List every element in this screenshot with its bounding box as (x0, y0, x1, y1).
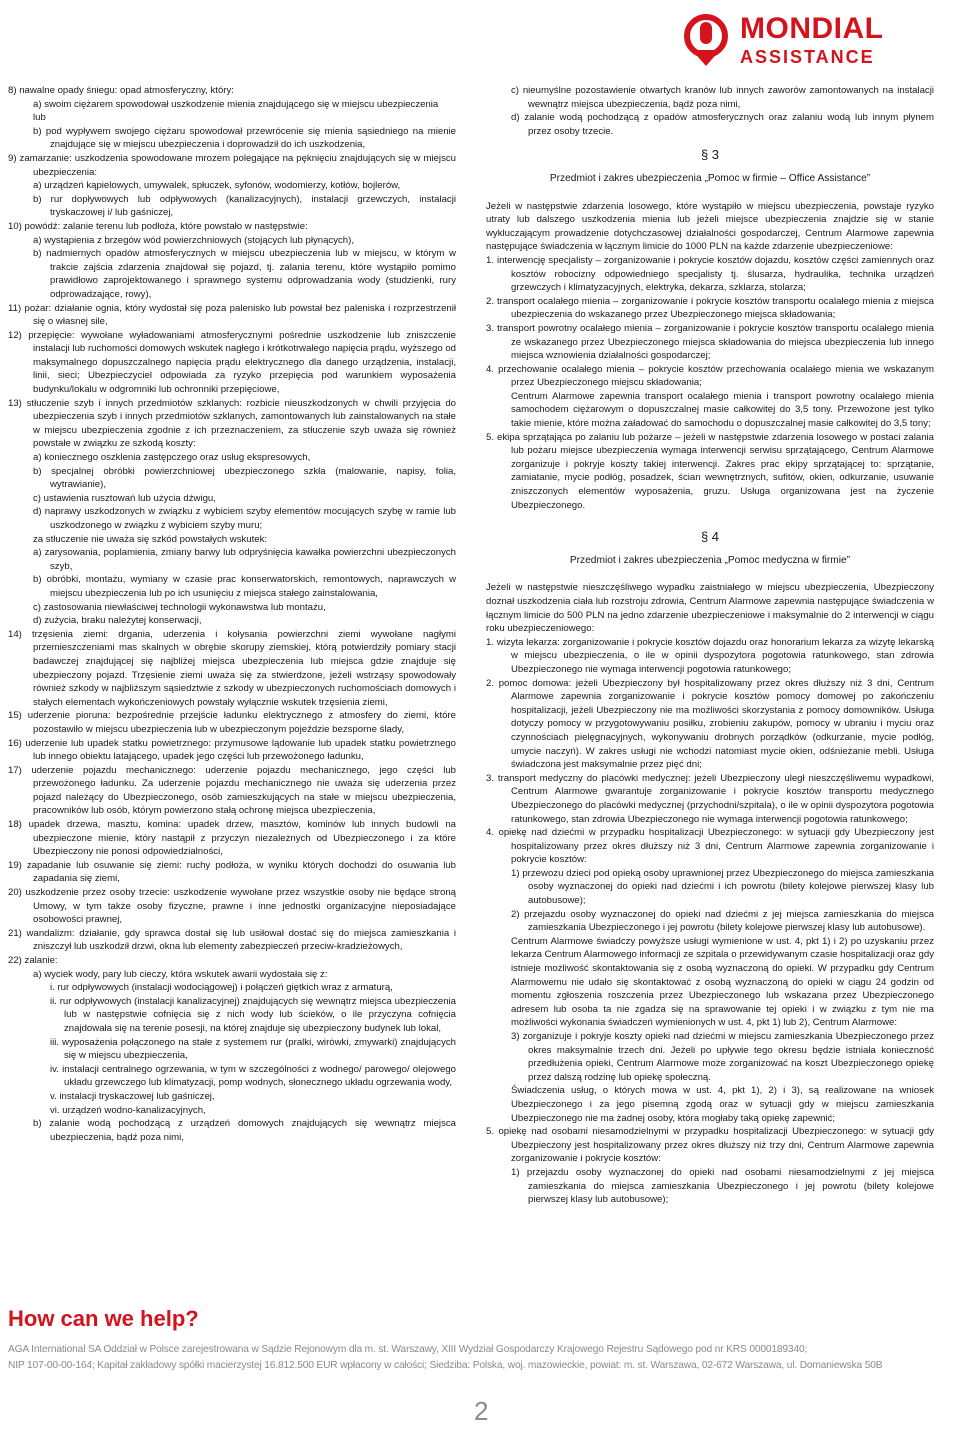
paragraph: c) zastosowania niewłaściwej technologii wykonawstwa lub montażu, (33, 601, 326, 613)
paragraph: b) rur dopływowych lub odpływowych (kanalizacyjnych), instalacji grzewczych, instalacji tryskaczowej i/ lub gaśniczej, (33, 193, 456, 219)
section-3-number: § 3 (700, 147, 720, 163)
paragraph: 15) uderzenie pioruna: bezpośrednie przejście ładunku elektrycznego z atmosfery do ziemi, które pozostawiło w miejscu ubezpieczenia lub w ubezpieczonym pojeździe bezsporne ślady, (8, 710, 456, 735)
paragraph: za stłuczenie nie uważa się szkód powstałych wskutek: (33, 533, 268, 545)
section-3-title: Przedmiot i zakres ubezpieczenia „Pomoc w firmie – Office Assistance” (549, 172, 871, 184)
paragraph: 22) zalanie: (8, 955, 58, 966)
paragraph: 13) stłuczenie szyb i innych przedmiotów szklanych: rozbicie nieuszkodzonych w chwili przyjęcia do ubezpieczenia szyb i innych przedmiotów szklanych, zamontowanych lub zainstalowanych na stałe w miejscu ubezpieczenia zgodnie z ich przeznaczeniem, za stłuczenie szyb uważa się również powstałe w związku ze szkodą koszty: (8, 397, 456, 450)
paragraph: 5. ekipa sprzątająca po zalaniu lub pożarze – jeżeli w następstwie zdarzenia losowego w postaci zalania lub pożaru miejsce ubezpieczenia wymaga interwencji serwisu sprzątającego, Centrum Alarmowe zorganizuje i pokryje koszty takiej interwencji. Zakres prac ekipy sprzątającej to: sprzątanie, zamiatanie, mycie podłóg, posadzek, ścian wewnętrznych, sufitów, okien, odkurzanie, usuwanie zniszczonych elementów wyposażenia, gruzu. Usługa organizowana jest na życzenie Ubezpieczonego. (486, 431, 934, 511)
paragraph: 20) uszkodzenie przez osoby trzecie: uszkodzenie wywołane przez wszystkie osoby nie będące stroną Umowy, w tym także osoby fizyczne, prawne i inne jednostki organizacyjne nieposiadające osobowości prawnej, (8, 887, 456, 926)
paragraph: ii. rur odpływowych (instalacji kanalizacyjnej) znajdujących się wewnątrz miejsca ubezpieczenia lub w następstwie cofnięcia się z nich wody lub ścieków, o ile przyczyna cofnięcia znajdowała się na terenie posesji, na której znajduje się ubezpieczony budynek lub lokal, (50, 995, 456, 1034)
paragraph: iii. wyposażenia połączonego na stałe z systemem rur (pralki, wirówki, zmywarki) znajdujących się w miejscu ubezpieczenia, (50, 1036, 456, 1062)
brand-logo (682, 12, 942, 72)
paragraph: 1) przejazdu osoby wyznaczonej do opieki nad osobami niesamodzielnymi z jej miejsca zamieszkania do miejsca zamieszkania Ubezpieczonego i jej powrotu (bilety kolejowe pierwszej klasy lub autobusowe); (511, 1166, 934, 1206)
paragraph: 10) powódź: zalanie terenu lub podłoża, które powstało w następstwie: (8, 220, 308, 232)
section-4-intro: Jeżeli w następstwie nieszczęśliwego wypadku zaistniałego w miejscu ubezpieczenia, Ubezpieczony doznał uszkodzenia ciała lub rozstroju zdrowia, Centrum Alarmowe zapewnia następujące świadczenia w łącznym limicie do 500 PLN na jedno zdarzenie ubezpieczeniowe i maksymalnie do 2 interwencji w ciągu roku ubezpieczeniowego: (486, 582, 934, 635)
paragraph: a) wystąpienia z brzegów wód powierzchniowych (stojących lub płynących), (33, 234, 355, 246)
footer-line-1: AGA International SA Oddział w Polsce zarejestrowana w Sądzie Rejonowym dla m. st. Warszawy, XIII Wydział Gospodarczy Krajowego Rejestru Sądowego pod nr KRS 0000189340; (8, 1344, 808, 1355)
paragraph: 19) zapadanie lub osuwanie się ziemi: ruchy podłoża, w wyniku których dochodzi do osuwania lub zapadania się ziemi, (8, 859, 456, 885)
paragraph: 4. opiekę nad dziećmi w przypadku hospitalizacji Ubezpieczonego: w sytuacji gdy Ubezpieczony jest hospitalizowany przez okres dłuższy niż 3 dni, Centrum Alarmowe zapewnia zorganizowanie i pokrycie kosztów: (486, 827, 934, 866)
paragraph: d) naprawy uszkodzonych w związku z wybiciem szyby elementów mocujących szybę w ramie lub uszkodzonego w związku z wybiciem szyby muru; (33, 506, 456, 531)
paragraph: b) obróbki, montażu, wymiany w czasie prac konserwatorskich, remontowych, naprawczych w miejscu ubezpieczenia lub po ich usunięciu z miejsca stałego zainstalowania, (33, 574, 456, 599)
footer-title: How can we help? (8, 1306, 199, 1331)
section-3-items (486, 254, 934, 512)
section-4-number: § 4 (700, 529, 720, 545)
section-3-intro: Jeżeli w następstwie zdarzenia losowego, które wystąpiło w miejscu ubezpieczenia, powstaje ryzyko utraty lub dalszego uszkodzenia mienia lub jeżeli miejsce ubezpieczenia znajdzie się w stanie wykluczającym prowadzenie dotychczasowej działalności gospodarczej, Centrum Alarmowe zapewnia następujące świadczenia w łącznym limicie do 1000 PLN na każde zdarzenie ubezpieczeniowe: (486, 200, 934, 253)
section-4-title: Przedmiot i zakres ubezpieczenia „Pomoc medyczna w firmie” (569, 554, 851, 566)
paragraph: 2) przejazdu osoby wyznaczonej do opieki nad dziećmi z jej miejsca zamieszkania do miejsca zamieszkania Ubezpieczonego i jej powrotu (bilety kolejowe pierwszej klasy lub autobusowe). (511, 908, 934, 934)
paragraph: lub (33, 112, 46, 124)
paragraph: 1. wizyta lekarza: zorganizowanie i pokrycie kosztów dojazdu oraz honorarium lekarza za wizytę lekarską w miejscu ubezpieczenia, o ile w opinii dyspozytora pogotowia ratunkowego, stan zdrowia Ubezpieczonego nie wymaga interwencji pogotowia ratunkowego; (486, 636, 934, 675)
page-number: 2 (474, 1396, 489, 1426)
paragraph: 11) pożar: działanie ognia, który wydostał się poza palenisko lub powstał bez paleniska i rozprzestrzenił się o własnej sile, (8, 302, 456, 328)
paragraph: 21) wandalizm: działanie, gdy sprawca dostał się lub usiłował dostać się do miejsca zamieszkania i zniszczył lub uszkodził drzwi, okna lub elementy zabezpieczeń przeciw-kradzieżowych, (8, 927, 456, 953)
paragraph: 12) przepięcie: wywołane wyładowaniami atmosferycznymi pośrednie uszkodzenie lub zniszczenie instalacji lub ruchomości domowych wskutek nagłego i krótkotrwałego napięcia prądu, wyższego od maksymalnego dopuszczalnego napięcia prądu elektrycznego dla danego urządzenia, instalacji, linii, sieci; Ubezpieczyciel odpowiada za ryzyko przepięcia pod warunkiem wyposażenia budynku/lokalu w odgromniki lub ochronniki przepięciowe, (8, 329, 456, 396)
paragraph: c) nieumyślne pozostawienie otwartych kranów lub innych zaworów zamontowanych na instalacji wewnątrz miejsca ubezpieczenia, bądź poza nimi, (511, 85, 934, 110)
mondial-logo-icon (682, 14, 730, 68)
paragraph: 2. transport ocalałego mienia – zorganizowanie i pokrycie kosztów transportu ocalałego mienia z miejsca ubezpieczenia do wskazanego przez Ubezpieczonego miejsca składowania; (486, 295, 934, 321)
paragraph: 14) trzęsienia ziemi: drgania, uderzenia i kołysania powierzchni ziemi wywołane nagłymi przemieszczeniami mas skalnych w obrębie skorupy ziemskiej, którą potwierdziły pomiary stacji badawczej znajdującej się najbliżej miejsca ubezpieczenia lub miejsca gdzie znajduje się ubezpieczony pojazd. Trzęsienie ziemi uważa się za stwierdzone, jeżeli wstrząsy spowodowały również szkody w najbliższym sąsiedztwie z szkody w ubezpieczonych ruchomościach domowych i stałych elementach wykończeniowych powstały wyłącznie wskutek trzęsienia ziemi, (8, 628, 456, 708)
paragraph: i. rur odpływowych (instalacji wodociągowej) i połączeń giętkich wraz z armaturą, (50, 982, 393, 994)
paragraph: v. instalacji tryskaczowej lub gaśniczej, (50, 1090, 215, 1102)
right-top-items (486, 84, 934, 138)
paragraph: 17) uderzenie pojazdu mechanicznego: uderzenie pojazdu mechanicznego, jego części lub przewożonego ładunku. Za uderzenie pojazdu mechanicznego nie uważa się uderzenia przez pojazd należący do Ubezpieczonego, osób zamieszkujących na stałe w miejscu ubezpieczenia, pracowników lub osób, którym powierzono stałą ochronę miejsca ubezpieczenia, (8, 764, 456, 817)
paragraph: b) zalanie wodą pochodzącą z urządzeń domowych znajdujących się wewnątrz miejsca ubezpieczenia, bądź poza nimi, (33, 1118, 456, 1143)
paragraph: 9) zamarzanie: uszkodzenia spowodowane mrozem polegające na pęknięciu znajdujących się w miejscu ubezpieczenia: (8, 152, 456, 178)
paragraph: a) urządzeń kąpielowych, umywalek, spłuczek, syfonów, wodomierzy, kotłów, bojlerów, (33, 180, 401, 192)
paragraph: 8) nawalne opady śniegu: opad atmosferyczny, który: (8, 85, 234, 96)
paragraph: 4. przechowanie ocalałego mienia – pokrycie kosztów przechowania ocalałego mienia we wskazanym przez Ubezpieczonego miejscu składowania; (486, 363, 934, 389)
paragraph: vi. urządzeń wodno-kanalizacyjnych, (50, 1104, 206, 1116)
paragraph: d) zalanie wodą pochodzącą z opadów atmosferycznych oraz zalaniu wodą lub innym płynem przez osoby trzecie. (511, 112, 934, 137)
left-column (8, 84, 456, 1144)
paragraph: iv. instalacji centralnego ogrzewania, w tym w szczególności z wodnego/ parowego/ olejowego układu grzewczego lub klimatyzacji, pomp wodnych, słonecznego układu ogrzewania wody, (50, 1063, 456, 1089)
paragraph: 1. interwencję specjalisty – zorganizowanie i pokrycie kosztów dojazdu, kosztów części zamiennych oraz kosztów robocizny odpowiedniego specjalisty tj. ślusarza, hydraulika, technika urządzeń grzewczych i klimatyzacyjnych, elektryka, dekarza, szklarza, stolarza; (486, 254, 934, 294)
paragraph: 5. opiekę nad osobami niesamodzielnymi w przypadku hospitalizacji Ubezpieczonego: w sytuacji gdy Ubezpieczony jest hospitalizowany przez okres dłuższy niż trzy dni, Centrum Alarmowe zapewnia zorganizowanie i pokrycie kosztów: (486, 1126, 934, 1165)
paragraph: Centrum Alarmowe zapewnia transport ocalałego mienia i transport powrotny ocalałego mienia samochodem ciężarowym o dopuszczalnej masie całkowitej do 3,5 tony. Przewożone jest tylko takie mienie, które można załadować do samochodu o dopuszczalnej masie całkowitej do 3,5 tony; (511, 390, 934, 430)
paragraph: c) ustawienia rusztowań lub użycia dźwigu, (33, 492, 216, 504)
paragraph: 3. transport powrotny ocalałego mienia – zorganizowanie i pokrycie kosztów transportu ocalałego mienia ze wskazanego przez Ubezpieczonego miejsca składowania do miejsca ubezpieczenia lub innego miejsca wznowienia działalności gospodarczej; (486, 322, 934, 362)
brand-sub: ASSISTANCE (740, 47, 875, 67)
paragraph: 16) uderzenie lub upadek statku powietrznego: przymusowe lądowanie lub upadek statku powietrznego lub innego obiektu latającego, upadek jego części lub przewożonego ładunku, (8, 737, 456, 763)
paragraph: a) zarysowania, poplamienia, zmiany barwy lub odpryśnięcia kawałka powierzchni ubezpieczonych szyb, (33, 547, 456, 572)
section-4-items (486, 636, 934, 1207)
footer-line-2: NIP 107-00-00-164; Kapitał zakładowy spółki macierzystej 16.812.500 EUR wpłacony w całości; Siedziba: Polska, woj. mazowieckie, powiat: m. st. Warszawa, 02-672 Warszawa, ul. Domaniewska 50B (8, 1360, 883, 1371)
right-column (486, 84, 934, 1207)
paragraph: Centrum Alarmowe świadczy powyższe usługi wymienione w ust. 4, pkt 1) i 2) po uzyskaniu przez lekarza Centrum Alarmowego informacji ze szpitala o przewidywanym czasie hospitalizacji oraz gdy istnieje możliwość skontaktowania się z osobą wyznaczoną do opieki. W przypadku gdy Centrum Alarmowemu nie udało się skontaktować z osobą wyznaczoną do opieki w ciągu 24 godzin od momentu zgłoszenia roszczenia przez Ubezpieczonego lub wskazana przez Ubezpieczonego adresem lub osoba ta nie zgadza się na sprawowanie tej opieki i w związku z tym nie ma możliwości wykonania świadczeń wymienionych w ust. 4, pkt 1) lub 2), Centrum Alarmowe: (511, 935, 934, 1029)
paragraph: 3. transport medyczny do placówki medycznej: jeżeli Ubezpieczony uległ nieszczęśliwemu wypadkowi, Centrum Alarmowe gwarantuje zorganizowanie i pokrycie kosztów transportu medycznego Ubezpieczonego do placówki medycznej (przychodni/szpitala), o ile w opinii dyspozytora pogotowia ratunkowego, stan zdrowia Ubezpieczonego nie wymaga interwencji pogotowia ratunkowego; (486, 772, 934, 825)
paragraph: 18) upadek drzewa, masztu, komina: upadek drzew, masztów, kominów lub innych budowli na ubezpieczone mienie, który nastąpił z przyczyn niezależnych od Ubezpieczonego i za które Ubezpieczony nie ponosi odpowiedzialności, (8, 819, 456, 858)
paragraph: 1) przewozu dzieci pod opieką osoby uprawnionej przez Ubezpieczonego do miejsca zamieszkania osoby wyznaczonej do opieki nad dziećmi i ich powrotu (bilety kolejowe pierwszej klasy lub autobusowe); (511, 867, 934, 907)
paragraph: 3) zorganizuje i pokryje koszty opieki nad dziećmi w miejscu zamieszkania Ubezpieczonego przez okres maksymalnie trzech dni. Jeżeli po upływie tego okresu będzie istniała konieczność przedłużenia opieki, Centrum Alarmowe może zorganizować na koszt Ubezpieczonego opiekę przez dalszą rodzinę lub opiekę społeczną. (511, 1031, 934, 1083)
paragraph: Świadczenia usług, o których mowa w ust. 4, pkt 1), 2) i 3), są realizowane na wniosek Ubezpieczonego i za jego pisemną zgodą oraz w sytuacji gdy w miejscu zamieszkania Ubezpieczonego nie ma żadnej osoby, która mogłaby taką opiekę zapewnić; (511, 1085, 934, 1124)
paragraph: a) swoim ciężarem spowodował uszkodzenie mienia znajdującego się w miejscu ubezpieczenia (33, 98, 439, 110)
paragraph: a) wyciek wody, pary lub cieczy, która wskutek awarii wydostała się z: (33, 968, 328, 980)
brand-name: MONDIAL (740, 12, 884, 45)
paragraph: a) koniecznego oszklenia zastępczego oraz usług ekspresowych, (33, 452, 311, 464)
paragraph: b) pod wypływem swojego ciężaru spowodował przewrócenie się mienia sąsiedniego na mienie znajdujące się w miejscu ubezpieczenia i doprowadził do ich uszkodzenia, (33, 125, 456, 151)
paragraph: 2. pomoc domowa: jeżeli Ubezpieczony był hospitalizowany przez okres dłuższy niż 3 dni, Centrum Alarmowe zapewnia zorganizowanie i pokrycie kosztów pomocy domowej po zakończeniu hospitalizacji, jeżeli Ubezpieczony nie ma możliwości skorzystania z pomocy domowników. Usługa dotyczy pomocy w przygotowywaniu posiłku, zrobieniu zakupów, pomocy w ubraniu i myciu oraz czynnościach pielęgnacyjnych, wykonywaniu drobnych porządków (odkurzanie, mycie podłóg, umycie naczyń). W zakres usługi nie wchodzi natomiast mycie okien, odśnieżanie mebli. Usługa świadczona jest maksymalnie przez pięć dni; (486, 677, 934, 771)
paragraph: d) zużycia, braku należytej konserwacji, (33, 615, 202, 627)
paragraph: b) nadmiernych opadów atmosferycznych w miejscu ubezpieczenia lub w miejscu, w którym w trakcie zajścia zdarzenia znajdował się pojazd, tj. zalania terenu, które wystąpiło pomimo prawidłowo zaprojektowanego i sprawnego systemu odprowadzania wody (studzienki, rury odprowadzające, rowy), (33, 248, 456, 300)
paragraph: b) specjalnej obróbki powierzchniowej ubezpieczonego szkła (malowanie, napisy, folia, wytrawianie), (33, 465, 456, 491)
